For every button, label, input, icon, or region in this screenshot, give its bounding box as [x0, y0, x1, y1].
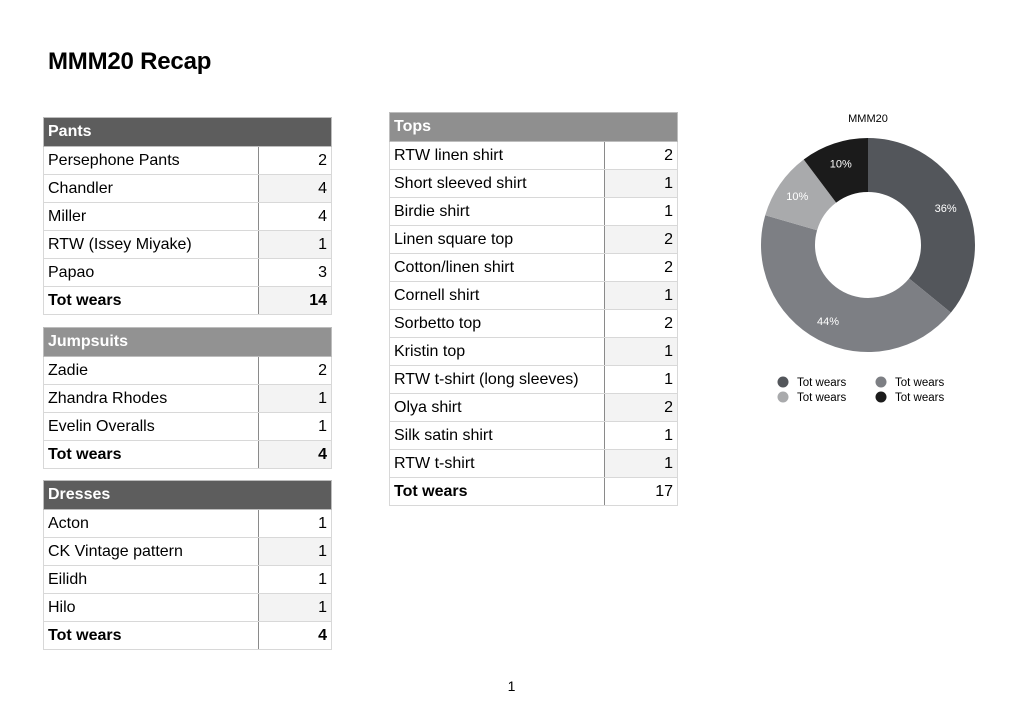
item-wears: 2 — [259, 147, 332, 175]
item-wears: 1 — [259, 594, 332, 622]
table-row — [44, 231, 332, 259]
table-header: Tops — [390, 113, 678, 142]
chart-title: MMM20 — [848, 113, 888, 125]
item-name: Sorbetto top — [390, 310, 605, 338]
item-wears: 1 — [259, 538, 332, 566]
item-wears: 1 — [605, 366, 678, 394]
item-wears: 1 — [605, 338, 678, 366]
table-row — [44, 594, 332, 622]
item-name: RTW (Issey Miyake) — [44, 231, 259, 259]
page-number: 1 — [507, 678, 516, 694]
item-name: Zadie — [44, 357, 259, 385]
table-header: Jumpsuits — [44, 328, 332, 357]
total-label: Tot wears — [44, 287, 259, 315]
table-row — [390, 394, 678, 422]
table-row — [390, 338, 678, 366]
table-row — [44, 538, 332, 566]
legend-label: Tot wears — [895, 377, 945, 389]
item-name: Hilo — [44, 594, 259, 622]
table-row — [44, 413, 332, 441]
item-wears: 4 — [259, 175, 332, 203]
table-row — [44, 259, 332, 287]
total-row — [390, 478, 678, 506]
table-row — [44, 203, 332, 231]
legend-swatch — [778, 377, 789, 388]
item-wears: 1 — [259, 385, 332, 413]
table-row — [390, 198, 678, 226]
legend-swatch — [778, 392, 789, 403]
legend-label: Tot wears — [797, 392, 847, 404]
item-name: Linen square top — [390, 226, 605, 254]
table-row — [44, 510, 332, 538]
table-row — [390, 310, 678, 338]
table-row — [390, 254, 678, 282]
slice-percent-label: 10% — [786, 191, 809, 204]
legend-swatch — [876, 392, 887, 403]
table-row — [390, 422, 678, 450]
item-name: Evelin Overalls — [44, 413, 259, 441]
total-value: 4 — [259, 622, 332, 650]
item-name: Cotton/linen shirt — [390, 254, 605, 282]
donut-slice — [868, 138, 975, 313]
table-row — [390, 142, 678, 170]
table-header: Pants — [44, 118, 332, 147]
item-name: RTW t-shirt (long sleeves) — [390, 366, 605, 394]
table-row — [390, 366, 678, 394]
total-row — [44, 287, 332, 315]
item-name: Miller — [44, 203, 259, 231]
total-label: Tot wears — [390, 478, 605, 506]
item-name: Birdie shirt — [390, 198, 605, 226]
table-row — [390, 282, 678, 310]
item-name: Acton — [44, 510, 259, 538]
legend-swatch — [876, 377, 887, 388]
total-row — [44, 622, 332, 650]
dresses-table — [43, 480, 332, 650]
item-name: Short sleeved shirt — [390, 170, 605, 198]
tops-table — [389, 112, 678, 506]
legend-label: Tot wears — [797, 377, 847, 389]
table-row — [390, 170, 678, 198]
total-value: 14 — [259, 287, 332, 315]
item-wears: 1 — [259, 413, 332, 441]
item-wears: 1 — [605, 198, 678, 226]
item-wears: 1 — [259, 231, 332, 259]
table-row — [44, 147, 332, 175]
slice-percent-label: 10% — [829, 158, 852, 171]
item-name: Chandler — [44, 175, 259, 203]
item-name: RTW linen shirt — [390, 142, 605, 170]
item-wears: 1 — [605, 170, 678, 198]
total-row — [44, 441, 332, 469]
total-label: Tot wears — [44, 441, 259, 469]
total-label: Tot wears — [44, 622, 259, 650]
table-row — [44, 385, 332, 413]
donut-chart — [740, 105, 1000, 415]
table-row — [390, 226, 678, 254]
legend-label: Tot wears — [895, 392, 945, 404]
item-wears: 2 — [605, 310, 678, 338]
pants-table — [43, 117, 332, 315]
table-row — [390, 450, 678, 478]
item-name: RTW t-shirt — [390, 450, 605, 478]
table-row — [44, 357, 332, 385]
item-name: Eilidh — [44, 566, 259, 594]
item-name: Cornell shirt — [390, 282, 605, 310]
slice-percent-label: 44% — [817, 316, 840, 329]
item-name: Zhandra Rhodes — [44, 385, 259, 413]
item-wears: 1 — [259, 566, 332, 594]
jumpsuits-table — [43, 327, 332, 469]
item-wears: 1 — [605, 422, 678, 450]
table-row — [44, 566, 332, 594]
item-wears: 1 — [605, 282, 678, 310]
item-wears: 3 — [259, 259, 332, 287]
item-name: CK Vintage pattern — [44, 538, 259, 566]
total-value: 4 — [259, 441, 332, 469]
item-wears: 2 — [605, 142, 678, 170]
table-row — [44, 175, 332, 203]
item-wears: 2 — [605, 254, 678, 282]
item-wears: 1 — [259, 510, 332, 538]
item-name: Papao — [44, 259, 259, 287]
page-title: MMM20 Recap — [48, 48, 212, 75]
item-name: Silk satin shirt — [390, 422, 605, 450]
item-wears: 2 — [605, 394, 678, 422]
item-wears: 1 — [605, 450, 678, 478]
table-header: Dresses — [44, 481, 332, 510]
item-wears: 2 — [605, 226, 678, 254]
item-name: Olya shirt — [390, 394, 605, 422]
item-wears: 2 — [259, 357, 332, 385]
total-value: 17 — [605, 478, 678, 506]
slice-percent-label: 36% — [934, 203, 957, 216]
item-wears: 4 — [259, 203, 332, 231]
item-name: Persephone Pants — [44, 147, 259, 175]
item-name: Kristin top — [390, 338, 605, 366]
